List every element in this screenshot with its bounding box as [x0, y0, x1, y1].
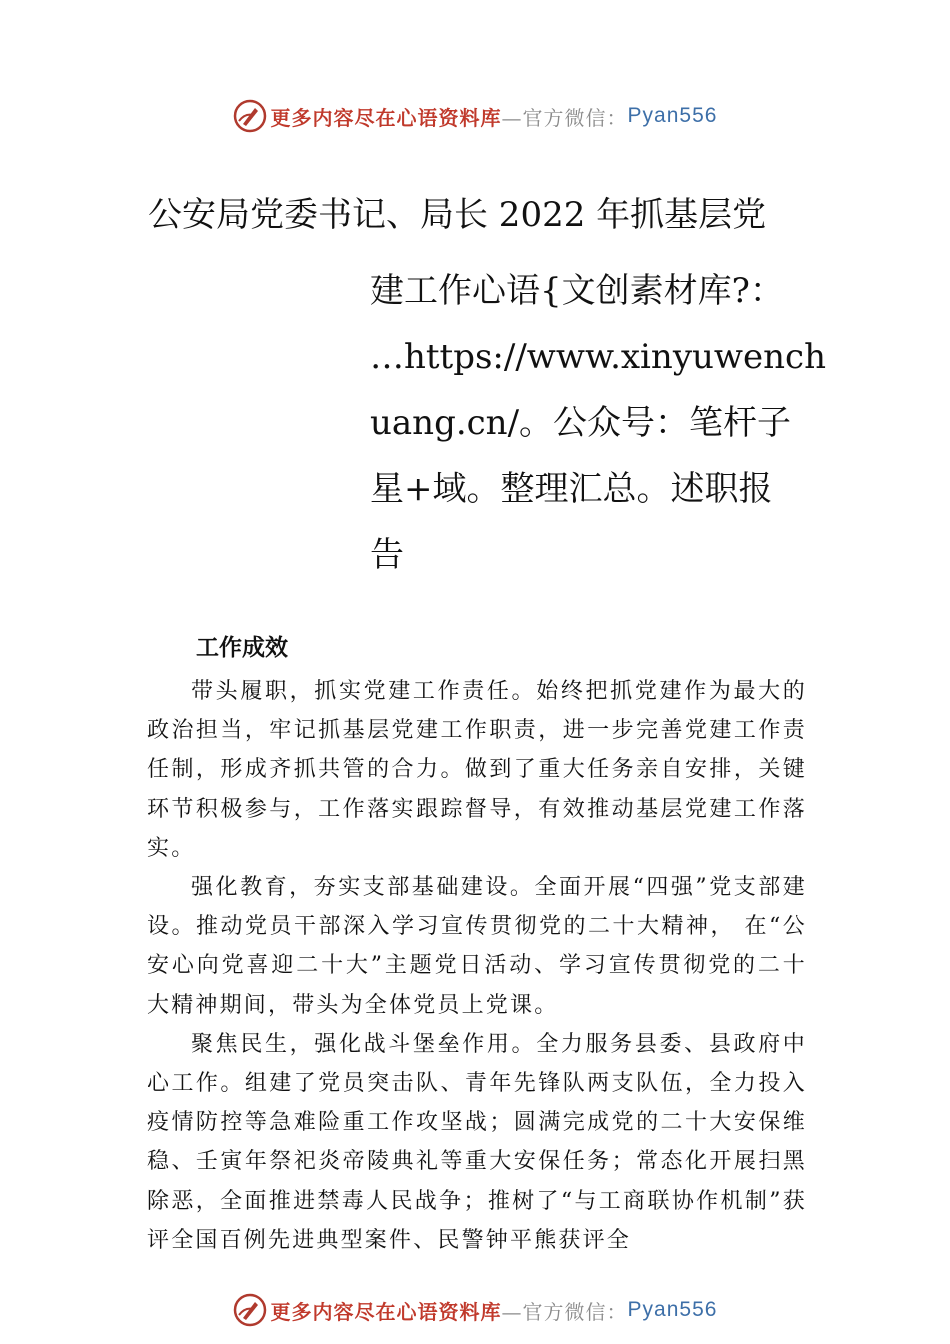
pen-logo-icon — [233, 99, 267, 133]
header-wechat-label: —官方微信： — [501, 105, 628, 130]
document-title-line-6: 告 — [370, 535, 404, 575]
footer-wechat-id: Pyan556 — [627, 1298, 718, 1321]
header-promo-banner — [0, 96, 950, 136]
header-wechat-id: Pyan556 — [627, 104, 718, 127]
footer-wechat-label: —官方微信： — [501, 1299, 628, 1324]
section-heading: 工作成效 — [196, 635, 288, 661]
document-title-line-2: 建工作心语{文创素材库?： — [370, 271, 784, 311]
pen-logo-icon — [233, 1293, 267, 1327]
footer-promo-banner — [0, 1290, 950, 1330]
section-body — [147, 672, 807, 1260]
paragraph-livelihood: 聚焦民生，强化战斗堡垒作用。全力服务县委、县政府中心工作。组建了党员突击队、青年先锋队两支队伍，全力投入疫情防控等急难险重工作攻坚战；圆满完成党的二十大安保维稳、壬寅年祭祀炎帝陵典礼等重大安保任务；常态化开展扫黑除恶，全面推进禁毒人民战争；推树了“与工商联协作机制”获评全国百例先进典型案件、民警钟平熊获评全 — [147, 1031, 807, 1253]
document-title-line-5: 星+域。整理汇总。述职报 — [370, 469, 773, 509]
header-promo-text: 更多内容尽在心语资料库 — [270, 105, 502, 130]
paragraph-duty: 带头履职，抓实党建工作责任。始终把抓党建作为最大的政治担当，牢记抓基层党建工作职责，进一步完善党建工作责任制，形成齐抓共管的合力。做到了重大任务亲自安排，关键环节积极参与，工作落实跟踪督导，有效推动基层党建工作落实。 — [147, 679, 807, 861]
document-title-line-1: 公安局党委书记、局长 2022 年抓基层党 — [148, 195, 767, 235]
document-title-line-4: uang.cn/。公众号：笔杆子 — [370, 403, 792, 443]
document-title-continuation — [370, 258, 826, 588]
document-title-line-3: …https://www.xinyuwench — [370, 337, 826, 377]
paragraph-education: 强化教育，夯实支部基础建设。全面开展“四强”党支部建设。推动党员干部深入学习宣传贯彻党的二十大精神， 在“公安心向党喜迎二十大”主题党日活动、学习宣传贯彻党的二十大精神期间，带头为全体党员上党课。 — [147, 875, 807, 1018]
footer-promo-text: 更多内容尽在心语资料库 — [270, 1299, 502, 1324]
